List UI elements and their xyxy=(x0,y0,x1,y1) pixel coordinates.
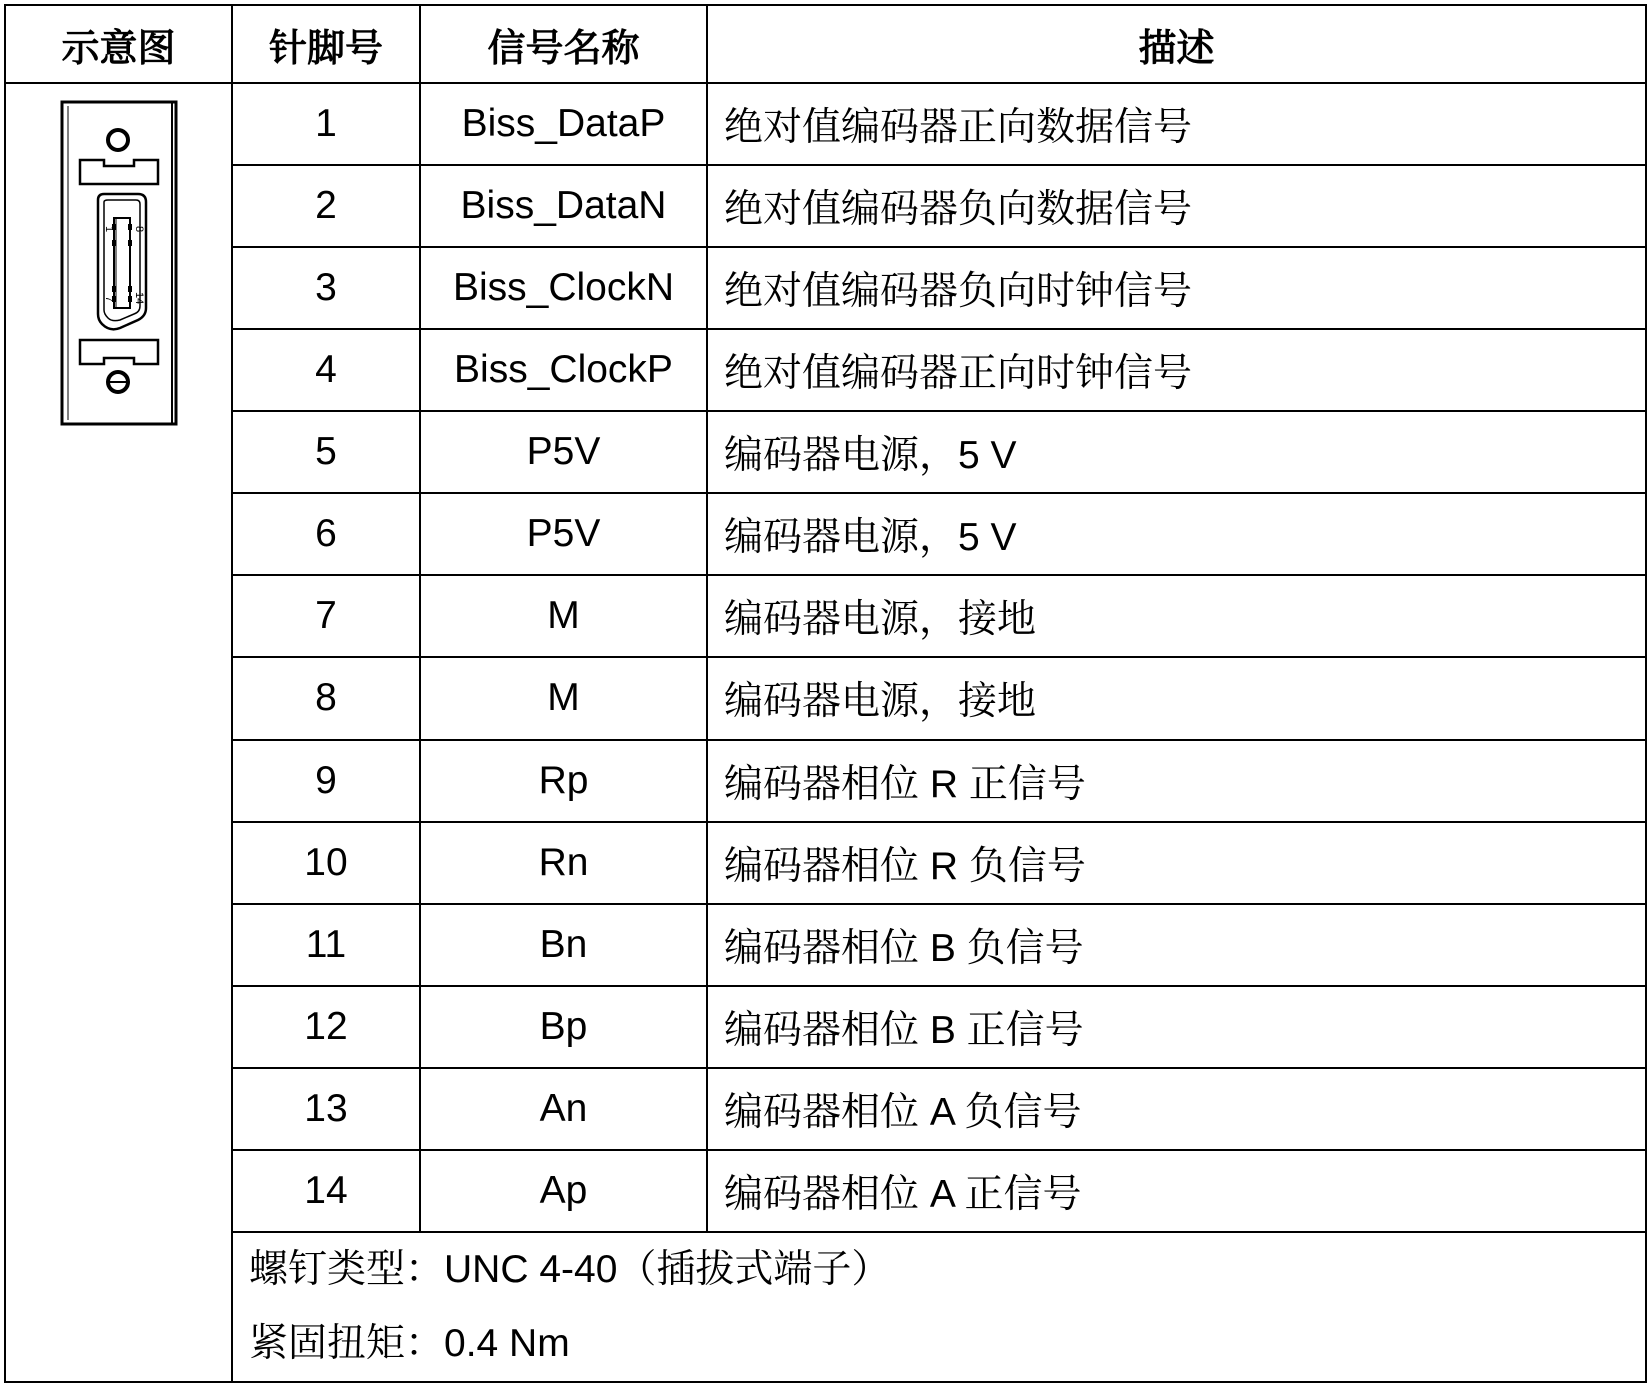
table-row xyxy=(5,329,1646,411)
table-row xyxy=(5,740,1646,822)
table-row xyxy=(5,247,1646,329)
top-screw-icon xyxy=(108,130,128,150)
header-pin: 针脚号 xyxy=(232,5,420,83)
signal-description: 编码器电源，5 V xyxy=(707,493,1646,575)
signal-name: Rp xyxy=(420,740,707,822)
pin-number: 7 xyxy=(232,575,420,657)
pin-label-14: 14 xyxy=(133,292,145,305)
pin-label-1: 1 xyxy=(103,226,115,233)
signal-description: 编码器电源，接地 xyxy=(707,657,1646,739)
table-row xyxy=(5,165,1646,247)
signal-name: An xyxy=(420,1068,707,1150)
pin-number: 9 xyxy=(232,740,420,822)
table-row xyxy=(5,986,1646,1068)
pin-number: 12 xyxy=(232,986,420,1068)
pin-number: 4 xyxy=(232,329,420,411)
signal-description: 编码器相位 R 正信号 xyxy=(707,740,1646,822)
header-row xyxy=(5,5,1646,83)
table-row xyxy=(5,1068,1646,1150)
table-row xyxy=(5,657,1646,739)
pin-number: 11 xyxy=(232,904,420,986)
screw-type-note: 螺钉类型：UNC 4-40（插拔式端子） xyxy=(249,1247,891,1291)
pin-number: 5 xyxy=(232,411,420,493)
bottom-latch-icon xyxy=(80,340,158,364)
table-row xyxy=(5,904,1646,986)
table-row xyxy=(5,575,1646,657)
pin-number: 8 xyxy=(232,657,420,739)
pin-number: 1 xyxy=(232,83,420,165)
header-diagram: 示意图 xyxy=(5,5,232,83)
signal-name: Biss_DataP xyxy=(420,83,707,165)
torque-note: 紧固扭矩：0.4 Nm xyxy=(249,1321,570,1365)
pin-label-8: 8 xyxy=(133,226,145,233)
signal-description: 编码器相位 B 正信号 xyxy=(707,986,1646,1068)
signal-name: Bn xyxy=(420,904,707,986)
header-description: 描述 xyxy=(707,5,1646,83)
signal-name: Rn xyxy=(420,822,707,904)
signal-name: Biss_DataN xyxy=(420,165,707,247)
table-row xyxy=(5,83,1646,165)
header-signal: 信号名称 xyxy=(420,5,707,83)
connector-diagram xyxy=(60,100,180,430)
pin-number: 10 xyxy=(232,822,420,904)
table-row xyxy=(5,493,1646,575)
signal-description: 编码器相位 A 正信号 xyxy=(707,1150,1646,1232)
pin-number: 2 xyxy=(232,165,420,247)
connector-diagram-cell xyxy=(5,83,232,1382)
signal-name: Biss_ClockP xyxy=(420,329,707,411)
pin-label-7: 7 xyxy=(103,296,115,303)
notes-cell xyxy=(232,1232,1646,1382)
signal-description: 编码器相位 A 负信号 xyxy=(707,1068,1646,1150)
signal-name: P5V xyxy=(420,411,707,493)
signal-description: 编码器相位 R 负信号 xyxy=(707,822,1646,904)
signal-name: Bp xyxy=(420,986,707,1068)
pin-number: 3 xyxy=(232,247,420,329)
table-row xyxy=(5,822,1646,904)
table-row xyxy=(5,1150,1646,1232)
signal-name: M xyxy=(420,657,707,739)
signal-description: 绝对值编码器正向时钟信号 xyxy=(707,329,1646,411)
signal-name: Ap xyxy=(420,1150,707,1232)
signal-description: 绝对值编码器正向数据信号 xyxy=(707,83,1646,165)
signal-name: Biss_ClockN xyxy=(420,247,707,329)
pin-assignment-table xyxy=(4,4,1647,1383)
signal-description: 绝对值编码器负向时钟信号 xyxy=(707,247,1646,329)
signal-description: 编码器相位 B 负信号 xyxy=(707,904,1646,986)
top-latch-icon xyxy=(80,160,158,184)
signal-description: 绝对值编码器负向数据信号 xyxy=(707,165,1646,247)
signal-name: P5V xyxy=(420,493,707,575)
notes-row xyxy=(5,1232,1646,1382)
table-row xyxy=(5,411,1646,493)
signal-description: 编码器电源，5 V xyxy=(707,411,1646,493)
pin-number: 6 xyxy=(232,493,420,575)
signal-name: M xyxy=(420,575,707,657)
pin-number: 14 xyxy=(232,1150,420,1232)
pin-number: 13 xyxy=(232,1068,420,1150)
signal-description: 编码器电源，接地 xyxy=(707,575,1646,657)
